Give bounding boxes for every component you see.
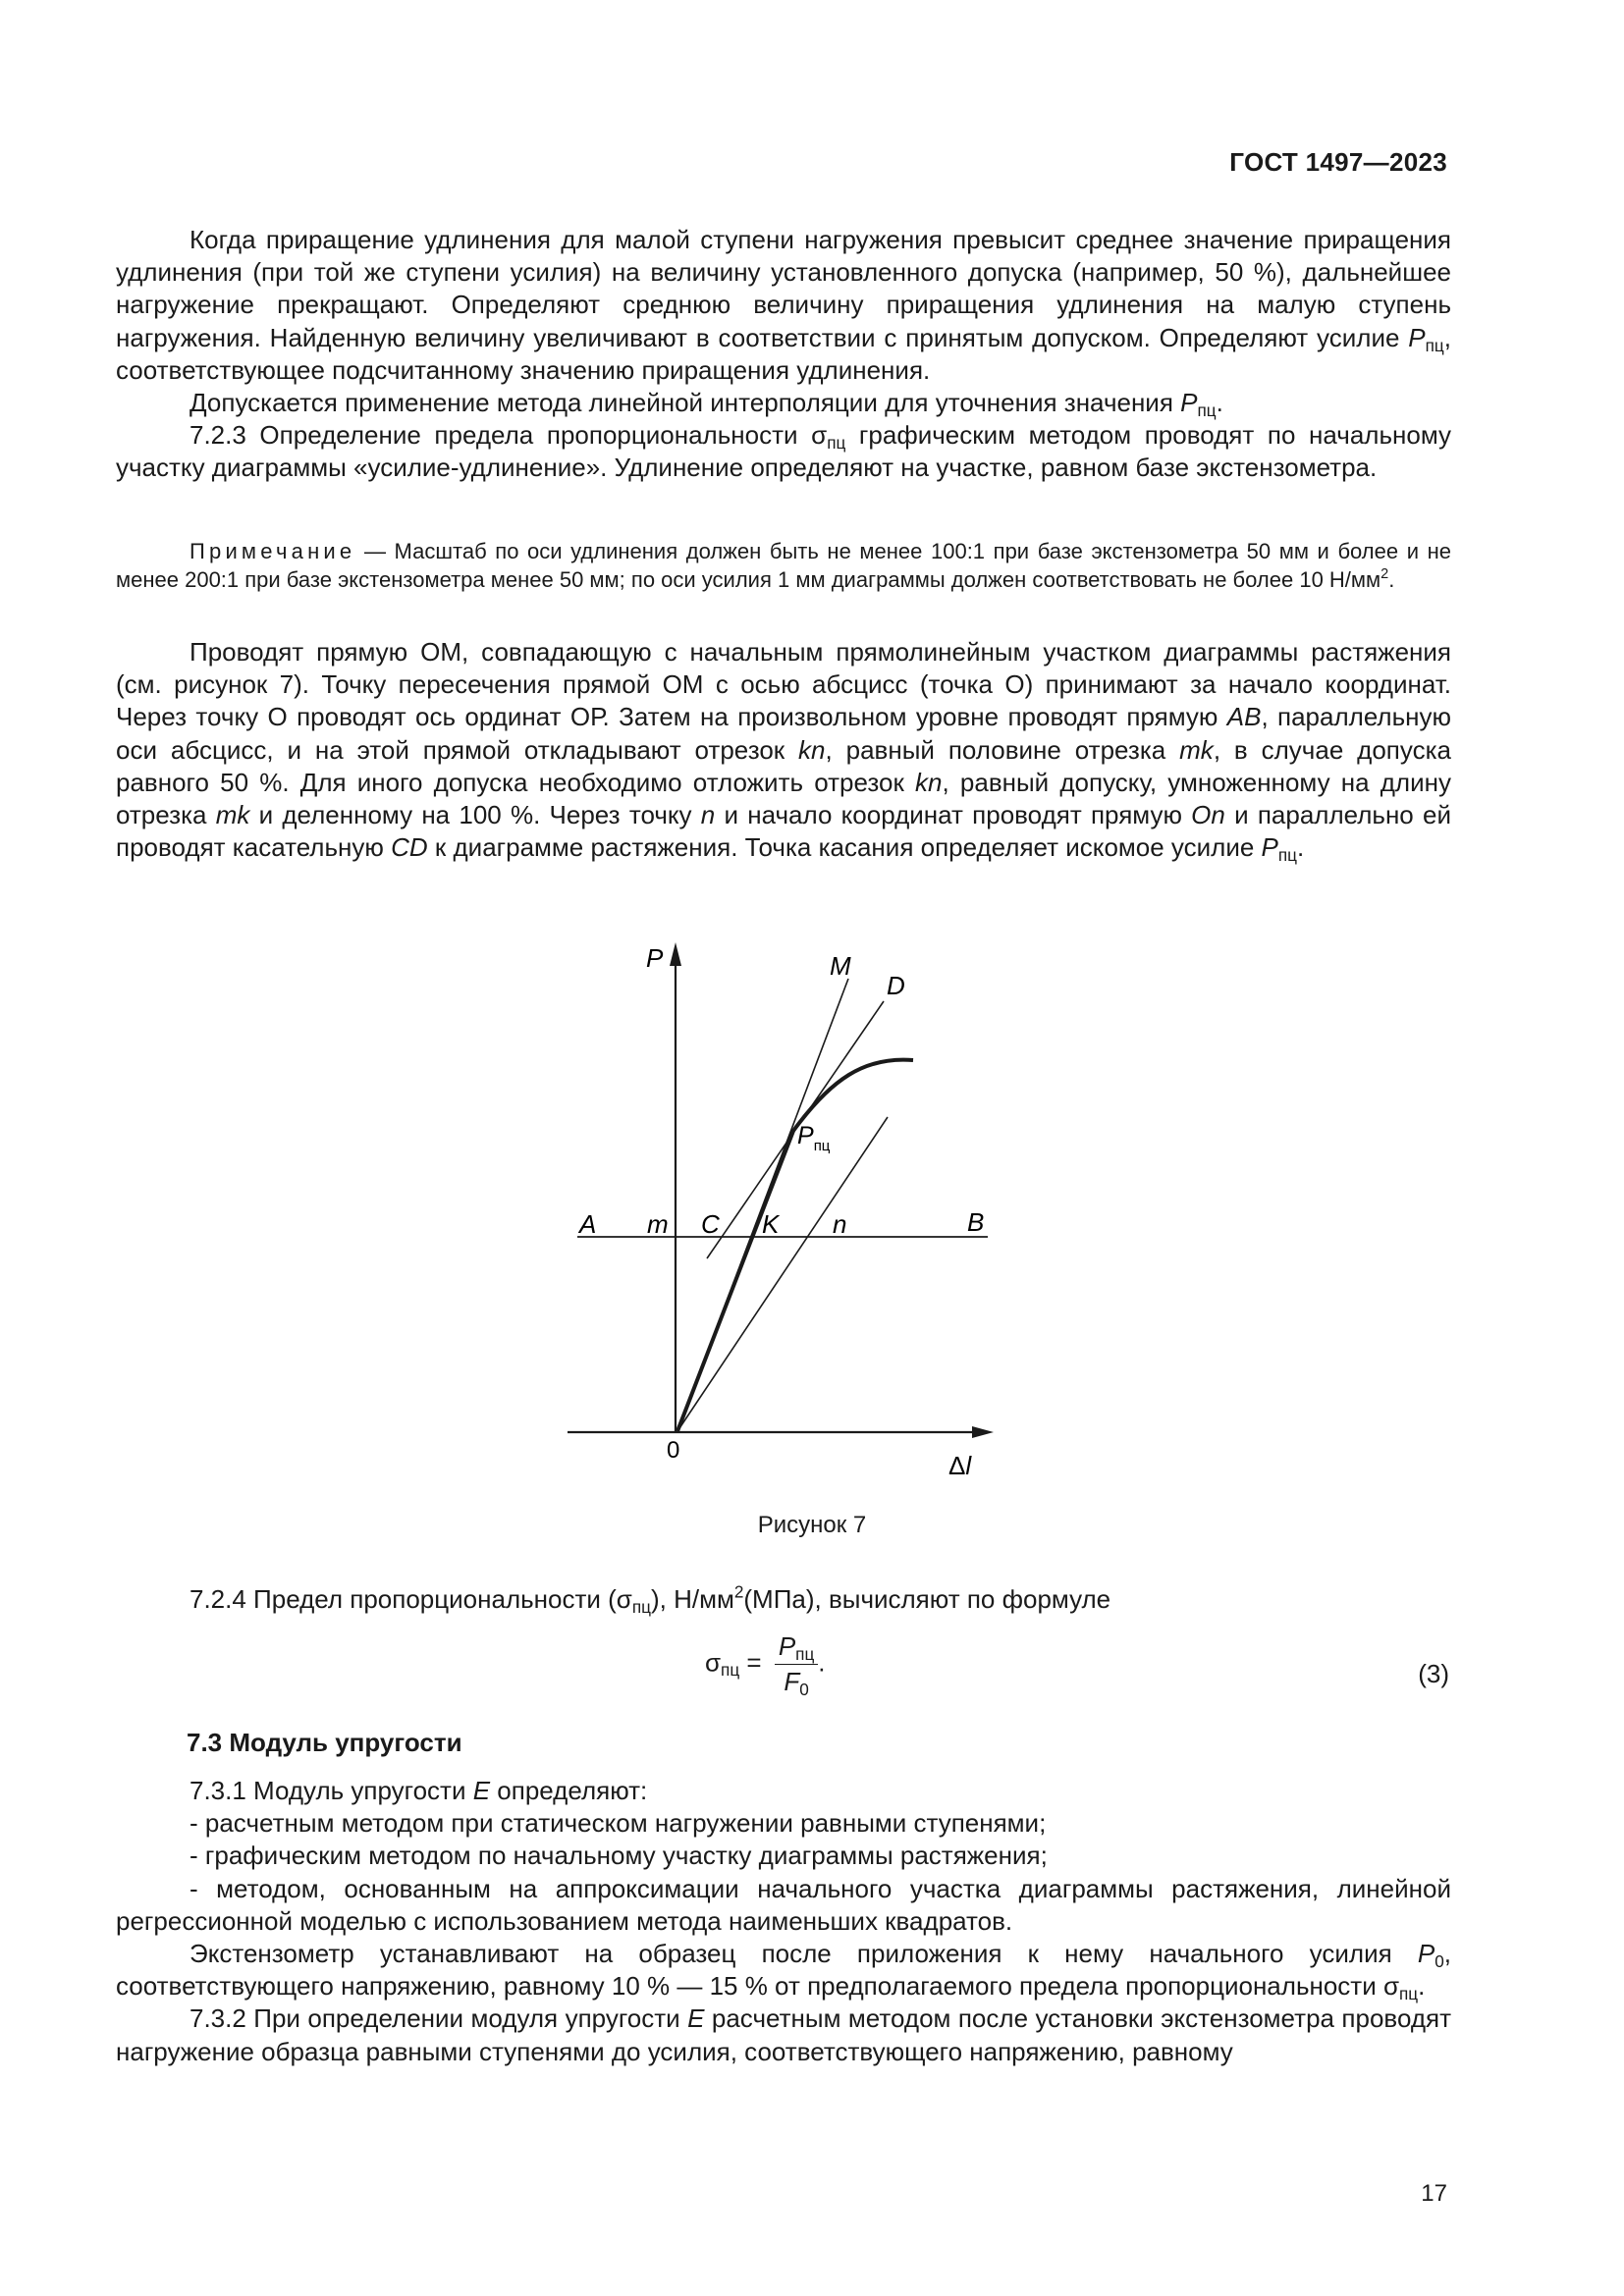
label-m-small: m xyxy=(647,1209,669,1239)
label-p: P xyxy=(646,943,664,973)
note-label: Примечание xyxy=(189,539,356,563)
paragraph-7-2-4: 7.2.4 Предел пропорциональности $(\sigma_{пц})$, $Н/мм^2(МПа)$, вычисляют по формуле xyxy=(189,1581,1111,1617)
section-title: 7.3 Модуль упругости xyxy=(187,1728,462,1757)
formula-3: $\sigma_{пц}$ = $\frac{P_{пц}}{F_0}$ . xyxy=(705,1631,826,1699)
tension-curve xyxy=(677,1060,913,1431)
formula-fraction: $\frac{P_{пц}}{F_0}$ xyxy=(775,1631,818,1697)
paragraph-7-3-2: 7.3.2 При определении модуля упругости E расчетным методом после установки экстензометра проводят нагружение образца равными ступенями до усилия, соответствующего напряжению, равному xyxy=(116,2003,1451,2066)
label-origin: 0 xyxy=(667,1437,680,1464)
note-block: Примечание — Масштаб по оси удлинения должен быть не менее 100:1 при базе экстензометра 50 мм и более и не менее 200:1 при базе экстензометра менее 50 мм; по оси усилия 1 мм диаграммы должен соответствовать не более 10 $Н/мм^2$. xyxy=(116,539,1451,592)
list-item: - графическим методом по начальному участку диаграммы растяжения; xyxy=(189,1841,1048,1871)
paragraph-load-increment: Когда приращение удлинения для малой ступени нагружения превысит среднее значение приращения удлинения (при той же ступени усилия) на величину установленного допуска (например, 50 %), дальнейшее нагружение прекращают. Определяют среднюю величину приращения удлинения на малую ступень нагружения. Найденную величину увеличивают в соответствии с принятым допуском. Определяют усилие $P_{пц}$, соответствующее подсчитанному значению приращения удлинения. xyxy=(116,225,1451,385)
label-ppc: $P_{пц}$ xyxy=(797,1122,831,1154)
label-b: B xyxy=(967,1207,985,1237)
page-number: 17 xyxy=(1421,2180,1447,2207)
text-block-4 xyxy=(116,1775,1451,2068)
y-axis-arrow xyxy=(670,942,681,966)
paragraph-construction: Проводят прямую ОМ, совпадающую с начальным прямолинейным участком диаграммы растяжения (см. рисунок 7). Точку пересечения прямой ОМ с осью абсцисс (точка О) принимают за начало координат. Через точку О проводят ось ординат ОР. Затем на произвольном уровне проводят прямую AB, параллельную оси абсцисс, и на этой прямой откладывают отрезок kn, равный половине отрезка mk, в случае допуска равного 50 %. Для иного допуска необходимо отложить отрезок kn, равный допуску, умноженному на длину отрезка mk и деленному на 100 %. Через точку n и начало координат проводят прямую On и параллельно ей проводят касательную CD к диаграмме растяжения. Точка касания определяет искомое усилие $P_{пц}$. xyxy=(116,637,1451,866)
x-axis-arrow xyxy=(972,1426,994,1438)
label-delta-l: Δl xyxy=(948,1451,972,1480)
label-a: A xyxy=(579,1209,597,1239)
document-header: ГОСТ 1497—2023 xyxy=(1229,147,1447,177)
label-d: D xyxy=(887,971,905,1000)
paragraph-7-3-1: 7.3.1 Модуль упругости E определяют: xyxy=(189,1776,648,1805)
label-m: M xyxy=(830,951,851,981)
figure-caption: Рисунок 7 xyxy=(757,1512,867,1538)
paragraph-7-2-3: 7.2.3 Определение предела пропорциональности $\sigma_{пц}$ графическим методом проводят по начальному участку диаграммы «усилие-удлинение». Удлинение определяют на участке, равном базе экстензометра. xyxy=(116,420,1451,483)
label-n: n xyxy=(833,1209,847,1239)
list-item: - методом, основанным на аппроксимации начального участка диаграммы растяжения, линейной регрессионной моделью с использованием метода наименьших квадратов. xyxy=(116,1873,1451,1936)
label-c: C xyxy=(701,1209,720,1239)
paragraph-extensometer: Экстензометр устанавливают на образец после приложения к нему начального усилия $P_0$, соответствующего напряжению, равному 10 % — 15 % от предполагаемого предела пропорциональности $\sigma_{пц}$. xyxy=(116,1939,1451,2004)
equation-number: (3) xyxy=(1418,1659,1449,1688)
label-k: K xyxy=(762,1209,780,1239)
list-item: - расчетным методом при статическом нагружении равными ступенями; xyxy=(189,1808,1047,1839)
paragraph-interpolation: Допускается применение метода линейной интерполяции для уточнения значения $P_{пц}$. xyxy=(189,388,1223,420)
text-block-3 xyxy=(116,1583,1451,1616)
